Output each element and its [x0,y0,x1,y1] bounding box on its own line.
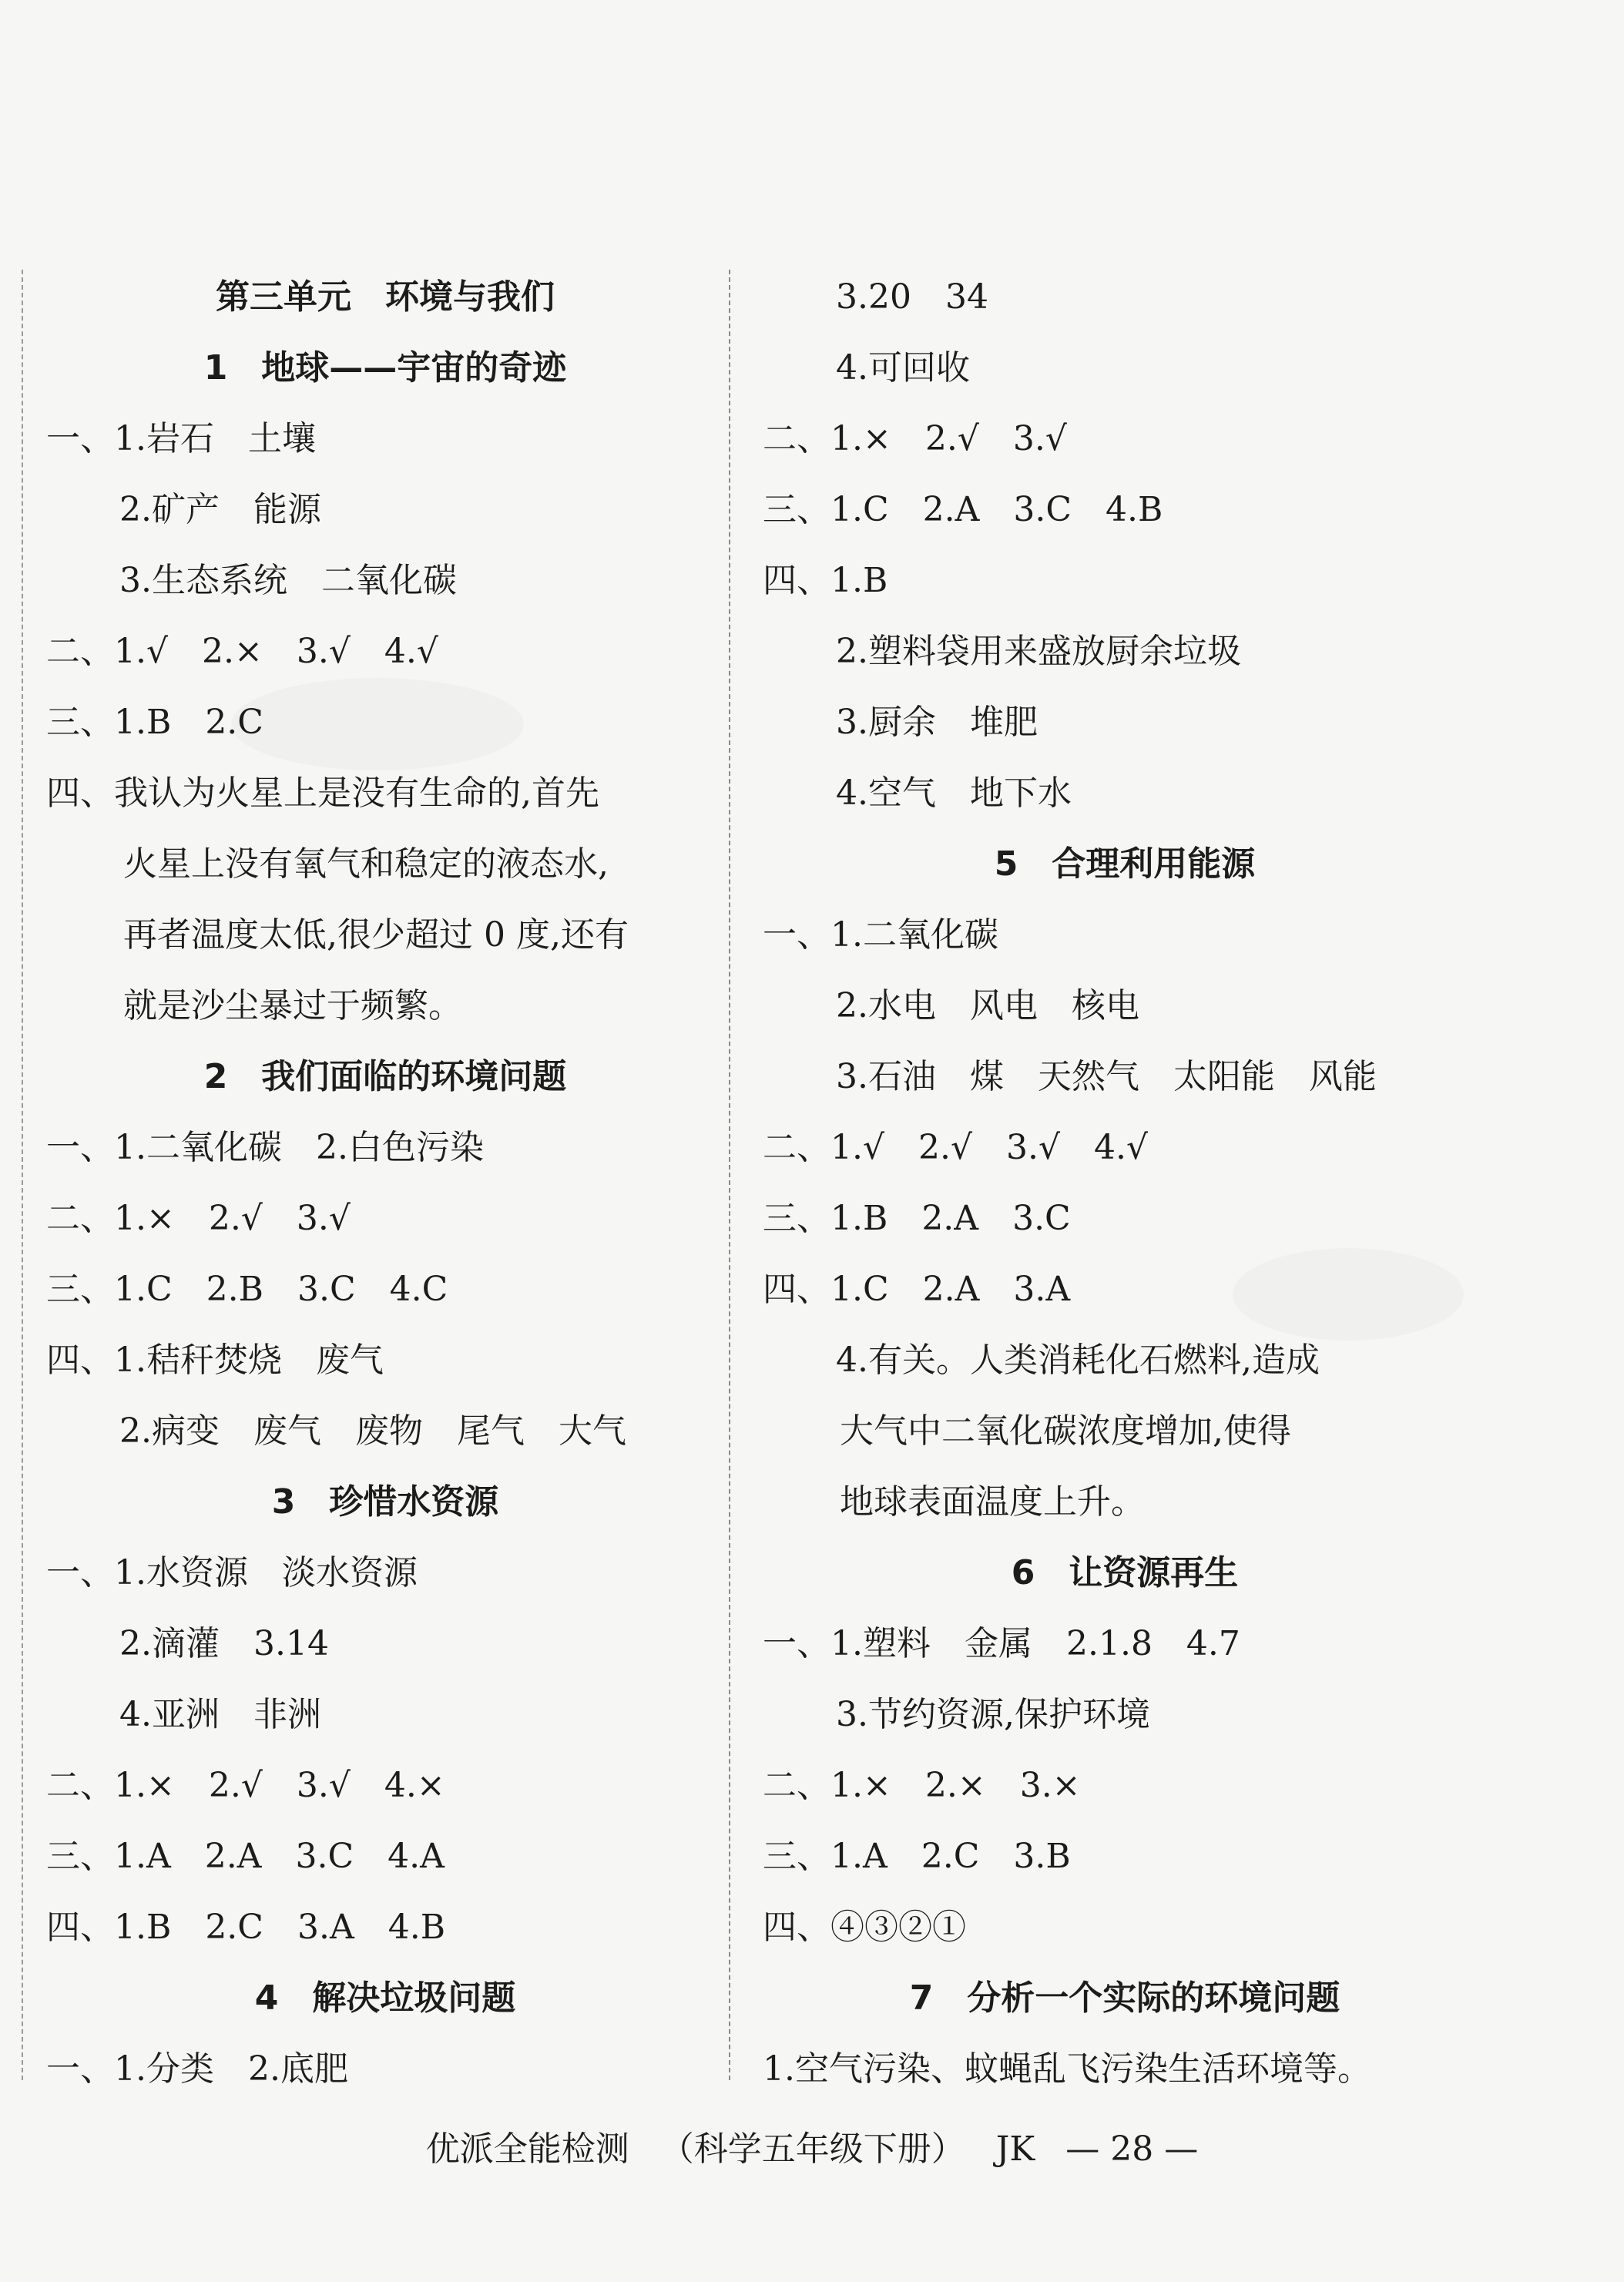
answer-line: 2.病变 废气 废物 尾气 大气 [119,1411,626,1451]
answer-line: 三、1.B 2.A 3.C [763,1199,1071,1238]
answer-line: 3.20 34 [836,277,988,317]
answer-line: 二、1.√ 2.√ 3.√ 4.√ [763,1128,1149,1167]
answer-line: 四、我认为火星上是没有生命的,首先 [46,774,599,813]
unit-title: 第三单元 环境与我们 [216,277,555,317]
answer-line: 3.厨余 堆肥 [836,703,1038,742]
lesson-title: 7 分析一个实际的环境问题 [909,1978,1340,2018]
lesson-title: 6 让资源再生 [1011,1553,1239,1592]
footer-book-title: 优派全能检测 [425,2129,629,2169]
answer-line: 三、1.B 2.C [46,703,263,742]
answer-line: 1.空气污染、蚊蝇乱飞污染生活环境等。 [763,2049,1371,2089]
answer-line: 火星上没有氧气和稳定的液态水, [123,844,609,884]
left-margin-dashed-line [22,270,23,2080]
answer-line: 4.亚洲 非洲 [119,1695,321,1734]
answer-line: 4.可回收 [836,348,970,388]
answer-line: 二、1.× 2.√ 3.√ 4.× [46,1766,445,1805]
answer-line: 二、1.√ 2.× 3.√ 4.√ [46,632,438,671]
answer-line: 3.生态系统 二氧化碳 [119,561,457,600]
answer-line: 四、④③②① [763,1908,966,1947]
footer-subject: （科学五年级下册） [659,2129,965,2169]
answer-line: 三、1.A 2.C 3.B [763,1837,1071,1876]
page-footer [0,2126,1624,2173]
answer-line: 一、1.二氧化碳 2.白色污染 [46,1128,484,1167]
answer-line: 2.塑料袋用来盛放厨余垃圾 [836,632,1241,671]
answer-line: 就是沙尘暴过于频繁。 [123,986,462,1025]
answer-line: 三、1.A 2.A 3.C 4.A [46,1837,445,1876]
answer-line: 四、1.B 2.C 3.A 4.B [46,1908,446,1947]
answer-line: 三、1.C 2.A 3.C 4.B [763,490,1163,529]
answer-line: 二、1.× 2.√ 3.√ [46,1199,351,1238]
answer-line: 大气中二氧化碳浓度增加,使得 [840,1411,1291,1451]
lesson-title: 5 合理利用能源 [994,844,1256,884]
answer-line: 三、1.C 2.B 3.C 4.C [46,1270,448,1309]
answer-line: 一、1.岩石 土壤 [46,419,316,458]
answer-line: 2.滴灌 3.14 [119,1624,329,1663]
answer-line: 2.矿产 能源 [119,490,321,529]
answer-line: 地球表面温度上升。 [840,1482,1145,1522]
left-column [46,262,724,2105]
column-divider [729,270,730,2080]
answer-line: 一、1.水资源 淡水资源 [46,1553,418,1592]
lesson-title: 3 珍惜水资源 [271,1482,499,1522]
lesson-title: 1 地球——宇宙的奇迹 [203,348,567,388]
answer-line: 四、1.B [763,561,888,600]
answer-line: 3.节约资源,保护环境 [836,1695,1150,1734]
lesson-title: 2 我们面临的环境问题 [203,1057,567,1096]
answer-line: 四、1.C 2.A 3.A [763,1270,1071,1309]
answer-line: 一、1.分类 2.底肥 [46,2049,348,2089]
answer-line: 再者温度太低,很少超过 0 度,还有 [123,915,629,955]
lesson-title: 4 解决垃圾问题 [254,1978,516,2018]
footer-code: JK [995,2129,1035,2169]
right-column [763,262,1487,2105]
answer-line: 4.空气 地下水 [836,774,1072,813]
answer-line: 3.石油 煤 天然气 太阳能 风能 [836,1057,1377,1096]
footer-page-number: — 28 — [1065,2129,1199,2169]
answer-line: 二、1.× 2.× 3.× [763,1766,1081,1805]
answer-line: 4.有关。人类消耗化石燃料,造成 [836,1341,1320,1380]
answer-line: 2.水电 风电 核电 [836,986,1139,1025]
answer-line: 四、1.秸秆焚烧 废气 [46,1341,384,1380]
answer-line: 一、1.塑料 金属 2.1.8 4.7 [763,1624,1240,1663]
answer-line: 一、1.二氧化碳 [763,915,998,955]
answer-line: 二、1.× 2.√ 3.√ [763,419,1067,458]
